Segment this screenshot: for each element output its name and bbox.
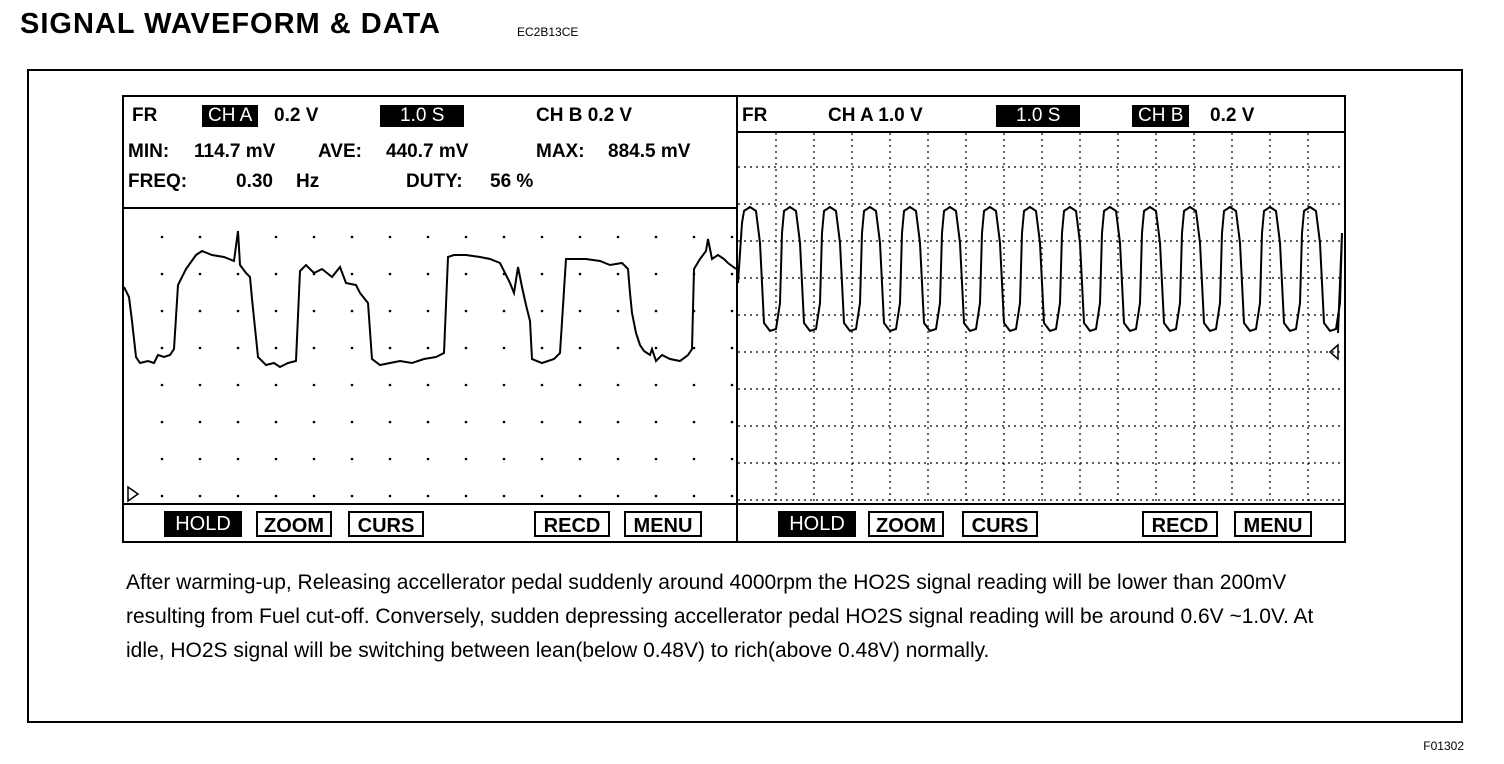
right-zoom-button[interactable]: ZOOM [868,511,944,537]
min-label: MIN: [128,141,170,162]
left-button-bar [124,503,736,541]
right-ho2s-waveform [738,207,1342,333]
right-button-bar [738,503,1344,541]
left-waveform-plot [124,209,736,503]
description-text: After warming-up, Releasing accellerator pedal suddenly around 4000rpm the HO2S signal reading will be lower than 200mV resulting from Fuel cut-off. Conversely, sudden depressing accellerator pedal HO2S signal reading will be around 0.6V ~1.0V. At idle, HO2S signal will be switching between lean(below 0.48V) to rich(above 0.48V) normally. [126,571,1314,662]
left-recd-button[interactable]: RECD [534,511,610,537]
right-channel-a-label: CH A 1.0 V [828,105,923,126]
document-code: EC2B13CE [517,25,579,39]
oscilloscope-display [122,95,1346,543]
page-title: SIGNAL WAVEFORM & DATA [20,8,442,40]
max-value: 884.5 mV [608,141,691,162]
right-hold-button[interactable]: HOLD [778,511,856,537]
max-label: MAX: [536,141,585,162]
left-curs-button[interactable]: CURS [348,511,424,537]
left-menu-button[interactable]: MENU [624,511,702,537]
right-grid-lines [738,133,1344,503]
right-waveform-plot [738,133,1344,503]
left-fr-label: FR [132,105,158,126]
duty-label: DUTY: [406,171,463,192]
ave-value: 440.7 mV [386,141,469,162]
right-channel-b-scale: 0.2 V [1210,105,1255,126]
duty-value: 56 % [490,171,534,192]
left-trigger-marker [128,487,138,501]
left-scope-panel [124,97,738,541]
right-recd-button[interactable]: RECD [1142,511,1218,537]
figure-id: F01302 [1423,739,1464,753]
left-channel-a-badge: CH A [202,105,258,127]
right-channel-b-badge: CH B [1132,105,1189,127]
right-menu-button[interactable]: MENU [1234,511,1312,537]
min-value: 114.7 mV [194,141,276,162]
left-zoom-button[interactable]: ZOOM [256,511,332,537]
left-hold-button[interactable]: HOLD [164,511,242,537]
right-scope-panel [738,97,1344,541]
left-channel-a-scale: 0.2 V [274,105,319,126]
ave-label: AVE: [318,141,362,162]
right-curs-button[interactable]: CURS [962,511,1038,537]
freq-unit: Hz [296,171,320,192]
left-ho2s-waveform [124,231,736,367]
freq-label: FREQ: [128,171,188,192]
left-timebase-badge: 1.0 S [380,105,464,127]
left-channel-b-label: CH B 0.2 V [536,105,633,126]
right-fr-label: FR [742,105,768,126]
right-timebase-badge: 1.0 S [996,105,1080,127]
freq-value: 0.30 [236,171,273,192]
